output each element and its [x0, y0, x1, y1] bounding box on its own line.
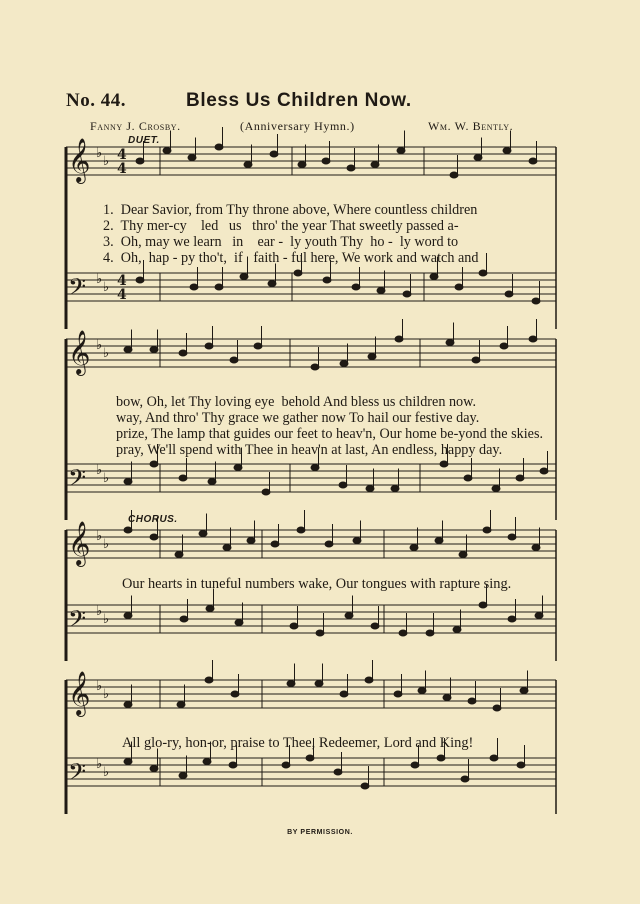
note-head: [365, 677, 373, 683]
verse-1-line-2: bow, Oh, let Thy loving eye behold And bless us children now.: [116, 394, 477, 410]
flat-icon: ♭: [96, 679, 103, 694]
note-head: [287, 681, 295, 687]
time-signature: 4: [117, 147, 127, 163]
note-head: [464, 475, 472, 481]
flat-icon: ♭: [96, 757, 103, 772]
flat-icon: ♭: [103, 612, 110, 627]
note-head: [397, 148, 405, 154]
note-head: [535, 613, 543, 619]
note-head: [268, 281, 276, 287]
note-head: [203, 759, 211, 765]
flat-icon: ♭: [96, 146, 103, 161]
note-head: [254, 343, 262, 349]
note-head: [426, 630, 434, 636]
flat-icon: ♭: [103, 154, 110, 169]
flat-icon: ♭: [103, 346, 110, 361]
permission-note: BY PERMISSION.: [287, 829, 353, 836]
note-head: [450, 172, 458, 178]
note-head: [411, 762, 419, 768]
author-credit: Fanny J. Crosby.: [90, 119, 181, 133]
note-head: [271, 541, 279, 547]
note-head: [394, 691, 402, 697]
verse-3-line-2: prize, The lamp that guides our feet to heav'n, Our home be-yond the skies.: [116, 426, 544, 442]
note-head: [479, 602, 487, 608]
note-head: [352, 284, 360, 290]
note-head: [492, 486, 500, 492]
note-head: [306, 755, 314, 761]
note-head: [294, 270, 302, 276]
hymn-title: Bless Us Children Now.: [186, 90, 412, 111]
note-head: [206, 606, 214, 612]
note-head: [262, 489, 270, 495]
bass-clef-icon: 𝄢: [68, 273, 87, 306]
flat-icon: ♭: [96, 463, 103, 478]
note-head: [391, 486, 399, 492]
note-head: [177, 702, 185, 708]
note-head: [205, 677, 213, 683]
treble-clef-icon: 𝄞: [68, 138, 91, 182]
note-head: [315, 681, 323, 687]
note-head: [377, 288, 385, 294]
note-head: [136, 277, 144, 283]
note-head: [532, 545, 540, 551]
note-head: [124, 759, 132, 765]
note-head: [395, 336, 403, 342]
note-head: [366, 486, 374, 492]
note-head: [520, 688, 528, 694]
note-head: [353, 538, 361, 544]
note-head: [339, 482, 347, 488]
note-head: [340, 361, 348, 367]
note-head: [516, 475, 524, 481]
note-head: [188, 155, 196, 161]
note-head: [150, 461, 158, 467]
note-head: [179, 773, 187, 779]
note-head: [503, 148, 511, 154]
note-head: [347, 165, 355, 171]
note-head: [479, 270, 487, 276]
note-head: [290, 623, 298, 629]
note-head: [190, 284, 198, 290]
note-head: [124, 613, 132, 619]
duet-label: DUET.: [128, 135, 160, 146]
note-head: [179, 350, 187, 356]
note-head: [508, 616, 516, 622]
note-head: [215, 284, 223, 290]
note-head: [205, 343, 213, 349]
time-signature: 4: [117, 161, 127, 177]
note-head: [334, 769, 342, 775]
note-head: [517, 762, 525, 768]
note-head: [540, 468, 548, 474]
note-head: [440, 461, 448, 467]
note-head: [529, 158, 537, 164]
note-head: [230, 357, 238, 363]
note-head: [240, 274, 248, 280]
note-head: [403, 291, 411, 297]
verse-4-line-2: pray, We'll spend with Thee in heav'n at last, An endless, happy day.: [116, 442, 503, 458]
note-head: [472, 357, 480, 363]
note-head: [297, 527, 305, 533]
note-head: [199, 531, 207, 537]
note-head: [124, 479, 132, 485]
chorus-line-2: All glo-ry, hon-or, praise to Thee, Redeemer, Lord and King!: [122, 735, 474, 751]
note-head: [340, 691, 348, 697]
note-head: [311, 465, 319, 471]
note-head: [150, 766, 158, 772]
note-head: [124, 347, 132, 353]
flat-icon: ♭: [103, 765, 110, 780]
note-head: [175, 552, 183, 558]
flat-icon: ♭: [103, 537, 110, 552]
note-head: [459, 552, 467, 558]
verse-1-line-1: 1. Dear Savior, from Thy throne above, Where countless children: [103, 202, 478, 218]
note-head: [179, 475, 187, 481]
flat-icon: ♭: [103, 471, 110, 486]
note-head: [180, 616, 188, 622]
note-head: [361, 783, 369, 789]
note-head: [399, 630, 407, 636]
note-head: [163, 148, 171, 154]
note-head: [446, 340, 454, 346]
time-signature: 4: [117, 273, 127, 289]
note-head: [231, 691, 239, 697]
note-head: [490, 755, 498, 761]
hymn-number: No. 44.: [66, 90, 126, 111]
note-head: [229, 762, 237, 768]
note-head: [150, 347, 158, 353]
treble-clef-icon: 𝄞: [68, 330, 91, 374]
verse-2-line-1: 2. Thy mer-cy led us thro' the year That sweetly passed a-: [103, 218, 459, 234]
occasion-credit: (Anniversary Hymn.): [240, 119, 355, 133]
treble-clef-icon: 𝄞: [68, 521, 91, 565]
composer-credit: Wm. W. Bently.: [428, 119, 514, 133]
note-head: [208, 479, 216, 485]
note-head: [368, 354, 376, 360]
bass-clef-icon: 𝄢: [68, 605, 87, 638]
note-head: [235, 620, 243, 626]
note-head: [215, 144, 223, 150]
verse-2-line-2: way, And thro' Thy grace we gather now To hail our festive day.: [116, 410, 480, 426]
note-head: [418, 688, 426, 694]
note-head: [270, 151, 278, 157]
chorus-label: CHORUS.: [128, 514, 178, 525]
note-head: [468, 698, 476, 704]
flat-icon: ♭: [96, 604, 103, 619]
note-head: [124, 702, 132, 708]
note-head: [493, 705, 501, 711]
note-head: [500, 343, 508, 349]
note-head: [371, 623, 379, 629]
time-signature: 4: [117, 287, 127, 303]
note-head: [345, 613, 353, 619]
note-head: [483, 527, 491, 533]
verse-3-line-1: 3. Oh, may we learn in ear - ly youth Thy ho - ly word to: [103, 234, 459, 250]
note-head: [430, 274, 438, 280]
note-head: [325, 541, 333, 547]
note-head: [316, 630, 324, 636]
note-head: [437, 755, 445, 761]
note-head: [282, 762, 290, 768]
flat-icon: ♭: [103, 280, 110, 295]
verse-4-line-1: 4. Oh, hap - py tho't, if faith - ful here, We work and watch and: [103, 250, 479, 266]
note-head: [410, 545, 418, 551]
note-head: [443, 695, 451, 701]
note-head: [247, 538, 255, 544]
flat-icon: ♭: [103, 687, 110, 702]
note-head: [455, 284, 463, 290]
note-head: [371, 162, 379, 168]
note-head: [435, 538, 443, 544]
note-head: [532, 298, 540, 304]
note-head: [505, 291, 513, 297]
chorus-line-1: Our hearts in tuneful numbers wake, Our tongues with rapture sing.: [122, 576, 512, 592]
note-head: [311, 364, 319, 370]
bass-clef-icon: 𝄢: [68, 758, 87, 791]
treble-clef-icon: 𝄞: [68, 671, 91, 715]
note-head: [529, 336, 537, 342]
flat-icon: ♭: [96, 338, 103, 353]
note-head: [453, 627, 461, 633]
note-head: [124, 527, 132, 533]
note-head: [461, 776, 469, 782]
note-head: [323, 277, 331, 283]
bass-clef-icon: 𝄢: [68, 464, 87, 497]
note-head: [298, 162, 306, 168]
note-head: [474, 155, 482, 161]
note-head: [150, 534, 158, 540]
note-head: [223, 545, 231, 551]
note-head: [508, 534, 516, 540]
note-head: [322, 158, 330, 164]
note-head: [244, 162, 252, 168]
note-head: [136, 158, 144, 164]
flat-icon: ♭: [96, 272, 103, 287]
flat-icon: ♭: [96, 529, 103, 544]
note-head: [234, 465, 242, 471]
